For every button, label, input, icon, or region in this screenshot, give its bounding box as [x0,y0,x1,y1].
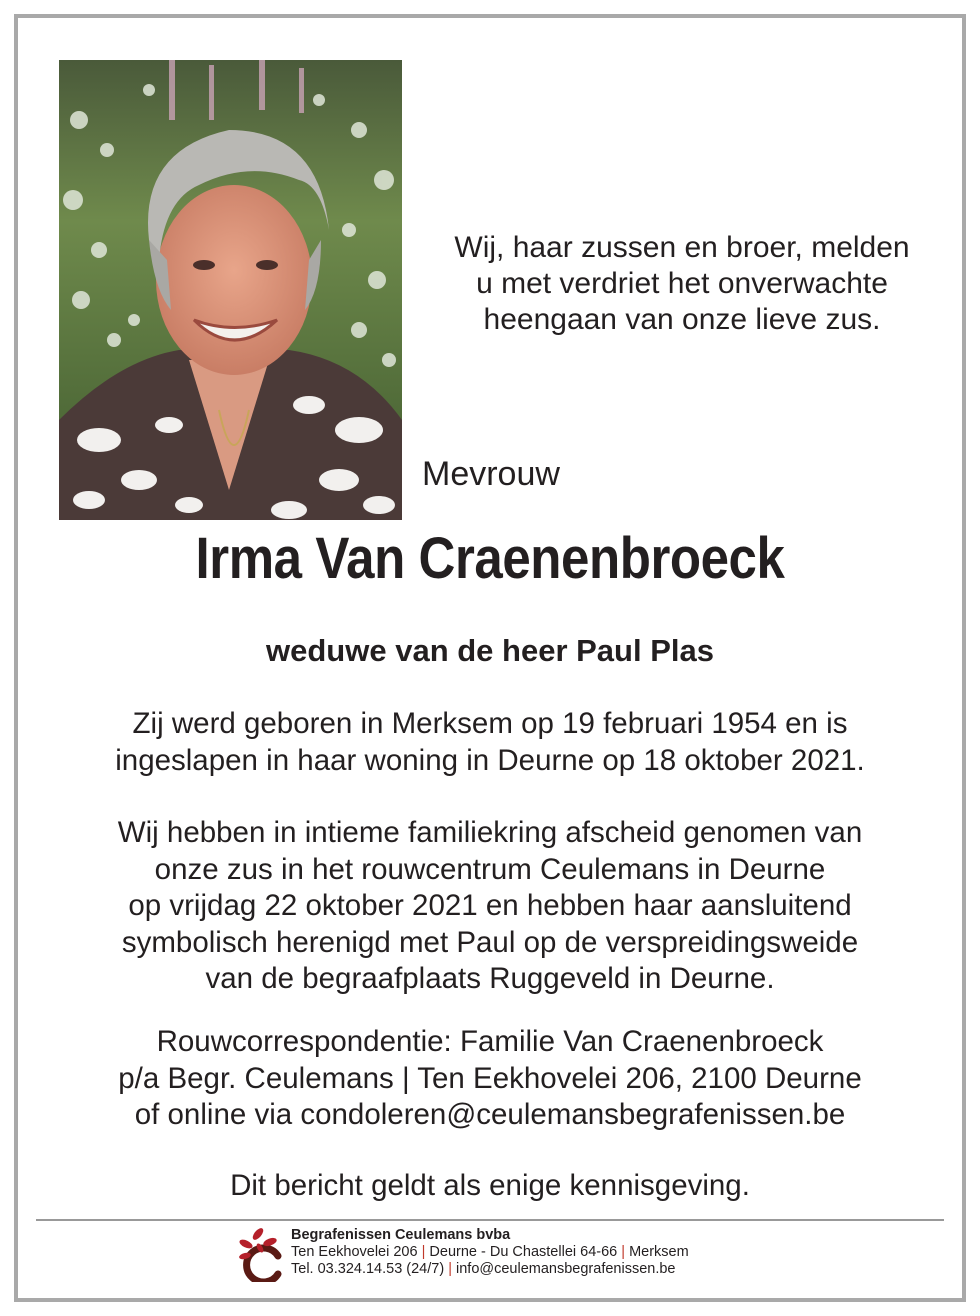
separator: | [448,1261,452,1277]
paragraph-line: van de begraafplaats Ruggeveld in Deurne. [205,962,775,995]
address-town: Merksem [629,1244,689,1260]
company-email[interactable]: info@ceulemansbegrafenissen.be [456,1261,676,1277]
paragraph-line: p/a Begr. Ceulemans | Ten Eekhovelei 206, 2100 Deurne [118,1061,862,1095]
separator: | [421,1244,426,1260]
footer-divider [36,1219,944,1221]
paragraph-line: Zij werd geboren in Merksem op 19 februari 1954 en is [132,707,848,740]
widow-subtitle: weduwe van de heer Paul Plas [266,633,714,668]
paragraph-line: ingeslapen in haar woning in Deurne op 18 oktober 2021. [115,743,865,777]
paragraph-line: Wij hebben in intieme familiekring afscheid genomen van [117,816,863,849]
company-address [291,1244,689,1261]
company-name: Begrafenissen Ceulemans bvba [291,1227,511,1243]
intro-text [412,230,952,338]
intro-line: u met verdriet het onverwachte [476,267,888,300]
company-info [291,1227,689,1278]
honorific: Mevrouw [422,455,560,493]
company-contact [291,1261,689,1278]
separator: | [621,1244,626,1260]
ceulemans-logo-icon [236,1226,286,1282]
portrait-photo [59,60,402,520]
paragraph-line: Rouwcorrespondentie: Familie Van Craenenbroeck [156,1025,824,1058]
company-phone: Tel. 03.324.14.53 (24/7) [291,1261,445,1277]
correspondence-paragraph [0,1024,980,1134]
deceased-name: Irma Van Craenenbroeck [195,526,785,591]
notice-paragraph [0,1168,980,1205]
paragraph-line: op vrijdag 22 oktober 2021 en hebben haar aansluitend [128,889,852,922]
paragraph-line: onze zus in het rouwcentrum Ceulemans in Deurne [154,852,826,886]
farewell-paragraph [0,815,980,998]
address-deurne: Ten Eekhovelei 206 [291,1244,418,1260]
paragraph-line: of online via condoleren@ceulemansbegrafenissen.be [134,1098,846,1131]
paragraph-line: Dit bericht geldt als enige kennisgeving. [230,1169,750,1202]
birth-death-paragraph [0,706,980,779]
intro-line: heengaan van onze lieve zus. [483,303,881,336]
address-merksem: Deurne - Du Chastellei 64-66 [429,1244,618,1260]
paragraph-line: symbolisch herenigd met Paul op de verspreidingsweide [121,925,859,959]
intro-line: Wij, haar zussen en broer, melden [454,231,910,264]
